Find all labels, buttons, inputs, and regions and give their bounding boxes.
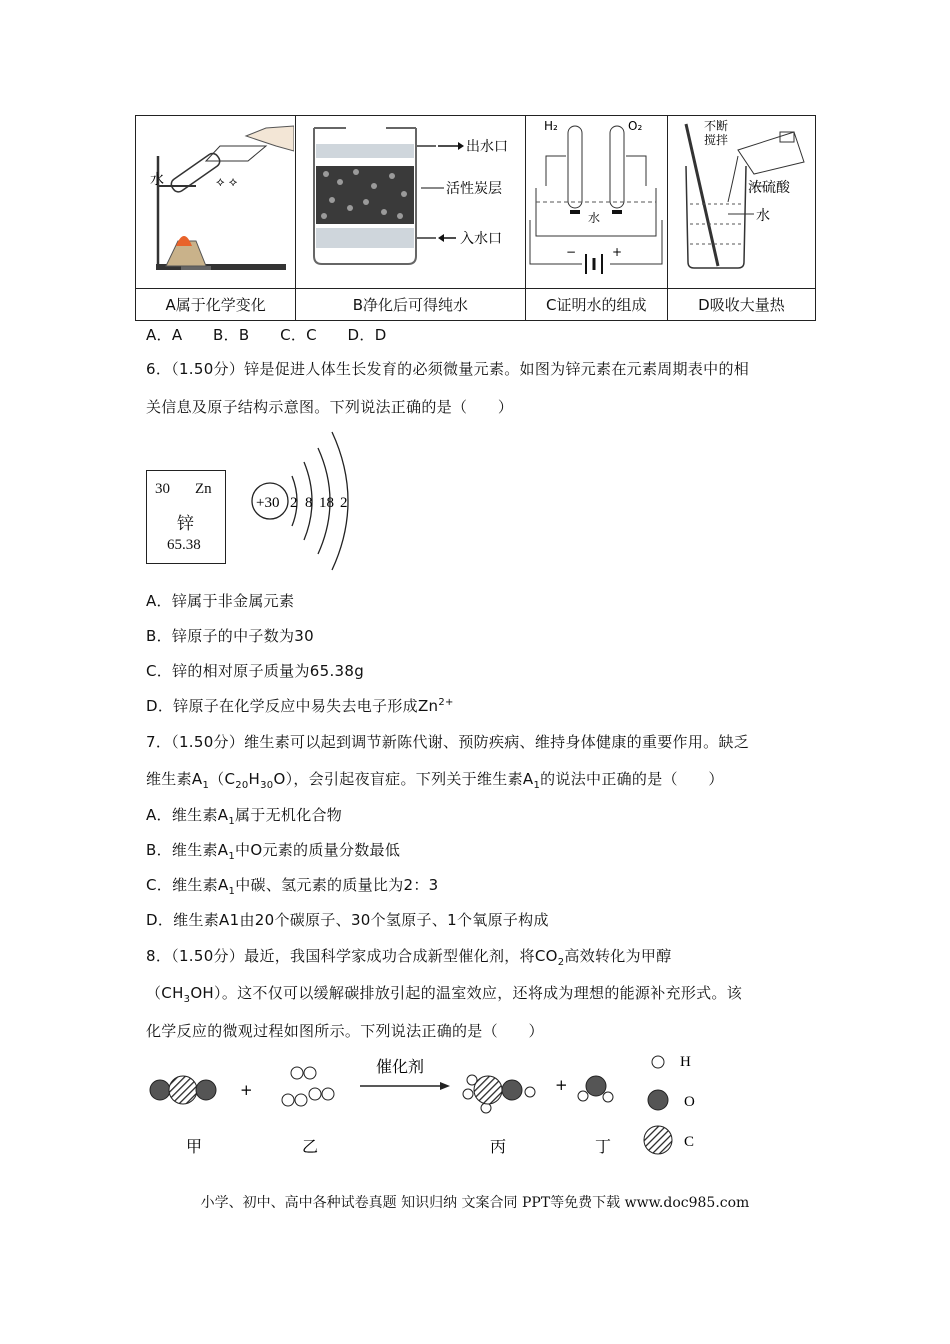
legend-o: O xyxy=(684,1094,695,1110)
label-inlet: 入水口 xyxy=(460,231,503,247)
label-plus: + xyxy=(611,245,622,259)
label-stir2: 搅拌 xyxy=(703,133,728,147)
shell-2: 8 xyxy=(305,495,313,511)
figure-table xyxy=(135,115,816,321)
atom-structure-diagram xyxy=(248,428,358,578)
caption-a: A属于化学变化 xyxy=(136,289,296,321)
reaction-diagram xyxy=(140,1050,720,1160)
q6-option-c: C．锌的相对原子质量为65.38g xyxy=(146,662,365,680)
label-h2: H₂ xyxy=(543,119,558,133)
q7-stem-line1: 7．（1.50分）维生素可以起到调节新陈代谢、预防疾病、维持身体健康的重要作用。缺乏 xyxy=(146,733,750,751)
q7-stem-line2: 维生素$A_1(C_{20}H_{30}O)$，会引起夜盲症。下列关于维生素$A_1$的说法中正确的是（ ） xyxy=(146,770,724,791)
q6-stem-line2: 关信息及原子结构示意图。下列说法正确的是（ ） xyxy=(146,398,514,416)
water-purifier-illustration xyxy=(296,116,524,284)
q7-option-d: D．维生素A1由20个碳原子、30个氢原子、1个氧原子构成 xyxy=(146,911,549,929)
molecule-ding xyxy=(578,1076,613,1102)
q6-option-a: A．锌属于非金属元素 xyxy=(146,592,295,610)
plus-2: + xyxy=(555,1076,568,1094)
element-symbol: Zn xyxy=(195,481,212,497)
q8-stem-line1: 8．（1.50分）最近，我国科学家成功合成新型催化剂，将$CO_2$高效转化为甲醇 xyxy=(146,947,672,968)
name-bing: 丙 xyxy=(490,1137,507,1156)
figure-d-cell xyxy=(667,116,815,289)
label-carbon: 活性炭层 xyxy=(446,181,503,197)
plus-1: + xyxy=(240,1081,253,1099)
label-o2: O₂ xyxy=(627,119,642,133)
legend-c: C xyxy=(684,1134,695,1150)
name-jia: 甲 xyxy=(186,1137,203,1156)
shell-4: 2 xyxy=(340,495,348,511)
q6-option-d: D．锌原子在化学反应中易失去电子形成$Zn^{2+}$ xyxy=(146,697,454,715)
element-card xyxy=(146,470,226,564)
element-name: 锌 xyxy=(177,514,194,534)
label-outlet: 出水口 xyxy=(466,139,509,155)
legend xyxy=(644,1054,695,1154)
caption-b: B净化后可得纯水 xyxy=(296,289,526,321)
label-c-water: 水 xyxy=(587,211,600,225)
q6-option-b: B．锌原子的中子数为30 xyxy=(146,627,314,645)
page-footer: 小学、初中、高中各种试卷真题 知识归纳 文案合同 PPT等免费下载 www.doc985.com xyxy=(200,1195,750,1211)
figure-b-cell xyxy=(296,116,526,289)
atomic-number: 30 xyxy=(155,481,170,497)
molecule-bing xyxy=(463,1075,535,1113)
nucleus-charge: +30 xyxy=(256,495,280,511)
name-ding: 丁 xyxy=(595,1137,612,1156)
caption-d: D吸收大量热 xyxy=(667,289,815,321)
q7-option-a: A．维生素$A_1$属于无机化合物 xyxy=(146,806,343,827)
caption-c: C证明水的组成 xyxy=(525,289,667,321)
svg-text:⟡ ⟡: ⟡ ⟡ xyxy=(216,175,238,190)
figure-a-cell xyxy=(136,116,296,289)
label-minus: − xyxy=(565,245,576,259)
label-stir1: 不断 xyxy=(703,119,728,133)
shell-1: 2 xyxy=(290,495,298,511)
label-d-water: 水 xyxy=(755,208,770,224)
q6-stem-line1: 6．（1.50分）锌是促进人体生长发育的必须微量元素。如图为锌元素在元素周期表中的相 xyxy=(146,360,750,378)
dilution-illustration xyxy=(668,116,814,284)
name-yi: 乙 xyxy=(302,1137,319,1156)
q8-stem-line2: $(CH_3OH)$。这不仅可以缓解碳排放引起的温室效应，还将成为理想的能源补充形式。该 xyxy=(146,984,743,1005)
molecule-jia xyxy=(150,1076,216,1104)
shell-3: 18 xyxy=(319,495,334,511)
legend-h: H xyxy=(680,1054,691,1070)
q8-stem-line3: 化学反应的微观过程如图所示。下列说法正确的是（ ） xyxy=(146,1022,544,1040)
molecule-yi xyxy=(282,1067,334,1106)
q5-options: A．A B．B C．C D．D xyxy=(146,326,387,344)
heating-apparatus-illustration xyxy=(136,116,294,284)
label-acid: 浓硫酸 xyxy=(747,180,790,196)
catalyst-label: 催化剂 xyxy=(376,1057,425,1076)
atomic-mass: 65.38 xyxy=(167,537,201,553)
q7-option-b: B．维生素$A_1$中O元素的质量分数最低 xyxy=(146,841,401,862)
q7-option-c: C．维生素$A_1$中碳、氢元素的质量比为2：3 xyxy=(146,876,439,897)
label-water: 水 xyxy=(150,172,164,188)
electrolysis-illustration xyxy=(526,116,666,284)
figure-c-cell xyxy=(525,116,667,289)
